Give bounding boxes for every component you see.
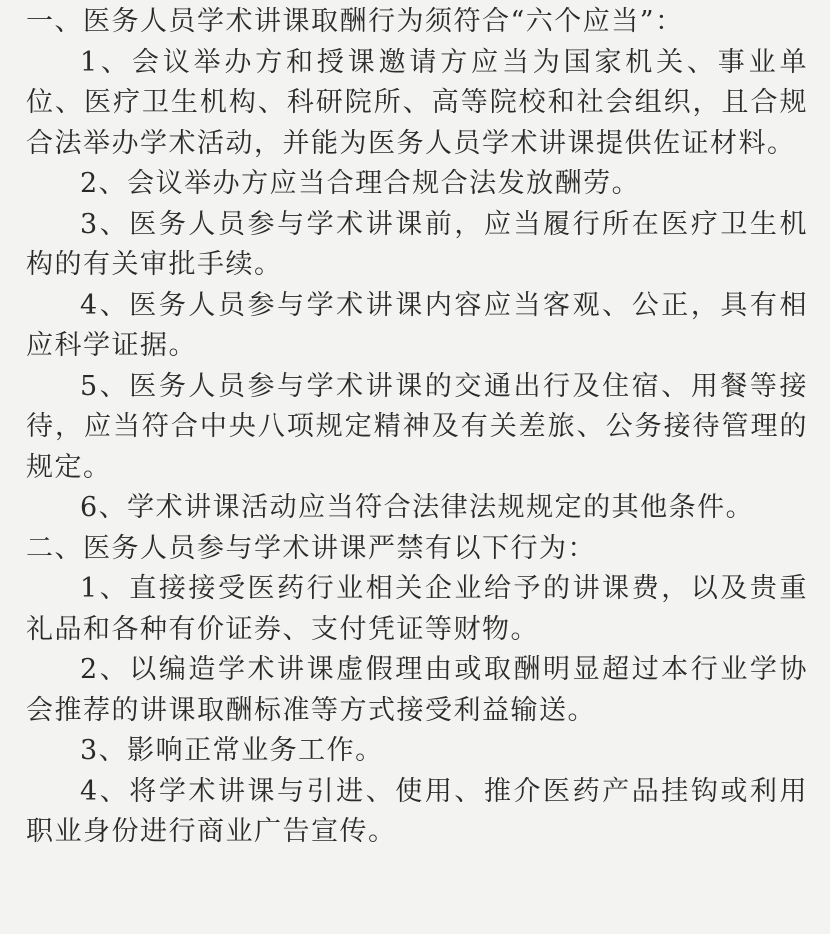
section-heading: 一、医务人员学术讲课取酬行为须符合“六个应当”： <box>26 6 684 37</box>
list-item: 2、以编造学术讲课虚假理由或取酬明显超过本行业学协会推荐的讲课取酬标准等方式接受利益输送。 <box>26 654 808 726</box>
list-item: 1、直接接受医药行业相关企业给予的讲课费，以及贵重礼品和各种有价证券、支付凭证等财物。 <box>26 573 808 645</box>
list-item: 4、医务人员参与学术讲课内容应当客观、公正，具有相应科学证据。 <box>26 289 808 361</box>
list-item: 5、医务人员参与学术讲课的交通出行及住宿、用餐等接待，应当符合中央八项规定精神及有关差旅、公务接待管理的规定。 <box>26 370 808 483</box>
list-item: 1、会议举办方和授课邀请方应当为国家机关、事业单位、医疗卫生机构、科研院所、高等院校和社会组织，且合规合法举办学术活动，并能为医务人员学术讲课提供佐证材料。 <box>26 46 808 159</box>
section-heading: 二、医务人员参与学术讲课严禁有以下行为： <box>26 532 596 564</box>
list-item: 3、影响正常业务工作。 <box>80 735 384 766</box>
section-prohibitions <box>26 529 808 853</box>
list-item: 6、学术讲课活动应当符合法律法规规定的其他条件。 <box>80 492 755 523</box>
list-item: 2、会议举办方应当合理合规合法发放酬劳。 <box>80 168 641 199</box>
list-item: 3、医务人员参与学术讲课前，应当履行所在医疗卫生机构的有关审批手续。 <box>26 208 808 280</box>
section-requirements <box>26 2 808 529</box>
list-item: 4、将学术讲课与引进、使用、推介医药产品挂钩或利用职业身份进行商业广告宣传。 <box>26 775 808 847</box>
